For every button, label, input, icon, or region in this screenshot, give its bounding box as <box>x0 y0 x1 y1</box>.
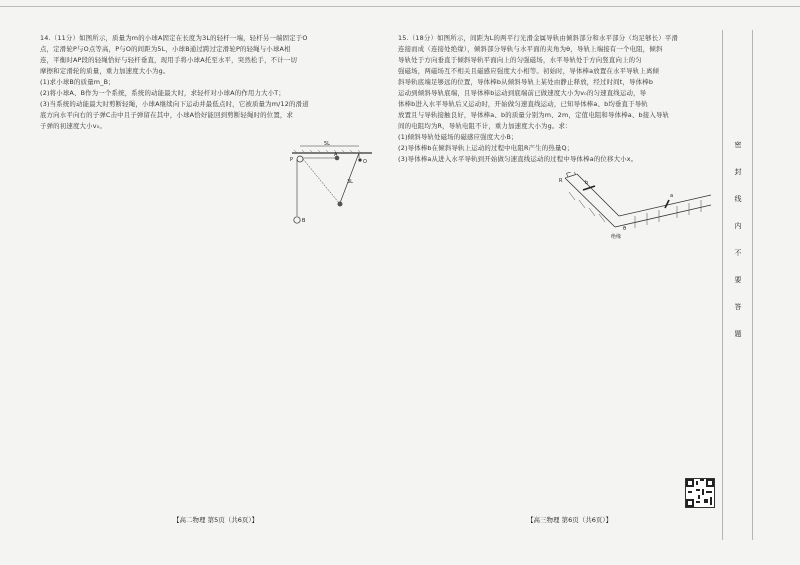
q14-line: (3)当系统的动能最大时剪断轻绳，小球A继续向下运动并最低点时，它被质量为m/12的滑道 <box>40 100 309 108</box>
q14-label-3l: 3L <box>347 179 353 185</box>
q15-label-bottom: 绝缘 <box>611 234 622 240</box>
q15-label-b: b <box>585 180 589 186</box>
q15-line: 运动到倾斜导轨底端，且导体棒b运动到底端前已做速度大小为v₀的匀速直线运动，导 <box>398 89 647 97</box>
qr-code <box>685 478 715 508</box>
q14-figure <box>284 140 380 232</box>
q14-label-p: P <box>290 157 294 163</box>
q15-line: 强磁场，两磁场互不相关且磁感应强度大小相等。初始时，导体棒a放置在水平导轨上离倾 <box>398 67 660 75</box>
q14-line: 摩擦和定滑轮的质量，重力加速度大小为g。 <box>40 67 170 75</box>
q14-length-label: 5L <box>324 141 330 147</box>
q15-label-theta: θ <box>623 226 627 232</box>
q14-line: 点，定滑轮P与O点等高，P与O的间距为5L，小球B通过跨过定滑轮P的轻绳与小球A相 <box>40 45 291 53</box>
q15-line: 斜导轨底端足够远的位置，导体棒b从倾斜导轨上某处由静止释放，经过时间t，导体棒b <box>398 78 654 86</box>
seal-char: 题 <box>734 330 742 338</box>
q14-label-b: B <box>302 218 306 224</box>
seal-char: 答 <box>734 303 742 311</box>
q14-line: (2)将小球A、B作为一个系统，系统的动能最大时，求轻杆对小球A的作用力大小T； <box>40 89 285 97</box>
q15-line: (2)导体棒b在倾斜导轨上运动的过程中电阻R产生的热量Q； <box>398 144 574 152</box>
question-15 <box>398 33 716 165</box>
binding-line-left <box>722 30 723 540</box>
seal-char: 不 <box>734 249 742 257</box>
q15-line: 放置且与导轨接触良好，导体棒a、b的质量分别为m、2m，定值电阻和导体棒a、b接入导轨 <box>398 111 670 119</box>
binding-line-right <box>752 30 753 540</box>
q15-line: 导轨处于方向垂直于倾斜导轨平面向上的匀强磁场，水平导轨处于方向竖直向上的匀 <box>398 56 642 64</box>
q14-line: 连，平衡时AP段的轻绳恰好与轻杆垂直，现用手将小球A托至水平，突然松手，不计一切 <box>40 56 298 64</box>
seal-char: 要 <box>734 276 742 284</box>
q14-line: 14.（11分）如图所示，质量为m的小球A固定在长度为3L的轻杆一端，轻杆另一端固定于O <box>40 34 308 42</box>
q15-label-r: R <box>559 178 563 184</box>
q15-line: 连接而成（连接处绝缘），倾斜部分导轨与水平面的夹角为θ，导轨上端接有一个电阻，倾斜 <box>398 45 663 53</box>
q15-figure <box>555 172 715 242</box>
seal-line-notice <box>727 140 749 370</box>
seal-char: 封 <box>734 168 742 176</box>
seal-char: 内 <box>734 222 742 230</box>
q15-line: 间的电阻均为R，导轨电阻不计，重力加速度大小为g。求： <box>398 122 572 130</box>
question-14 <box>40 33 370 132</box>
q14-label-o: O <box>363 159 367 165</box>
q15-line: 15.（18分）如图所示，间距为L的两平行光滑金属导轨由倾斜部分和水平部分（均足够长）平滑 <box>398 34 679 42</box>
seal-char: 线 <box>734 195 742 203</box>
footer-left: 【高二物理 第5页（共6页）】 <box>173 516 259 524</box>
q14-line: 底方向水平向右的子弹C击中且子弹留在其中，小球A恰好能回到剪断轻绳时的位置，求 <box>40 111 294 119</box>
q15-line: (1)倾斜导轨处磁场的磁感应强度大小B； <box>398 133 518 141</box>
q15-line: 体棒b进入水平导轨后又运动时，开始做匀速直线运动，已知导体棒a、b均垂直于导轨 <box>398 100 648 108</box>
q15-label-a: a <box>670 193 674 199</box>
footer-right: 【高三物理 第6页（共6页）】 <box>527 516 613 524</box>
q14-line: 子弹的初速度大小v₀。 <box>40 122 107 130</box>
q14-label-a: A <box>334 152 338 158</box>
top-edge-line <box>0 6 800 7</box>
q15-line: (3)导体棒a从进入水平导轨到开始做匀速直线运动的过程中导体棒a的位移大小x。 <box>398 155 638 163</box>
seal-char: 密 <box>734 141 742 149</box>
q14-line: (1)求小球B的质量m_B； <box>40 78 115 86</box>
